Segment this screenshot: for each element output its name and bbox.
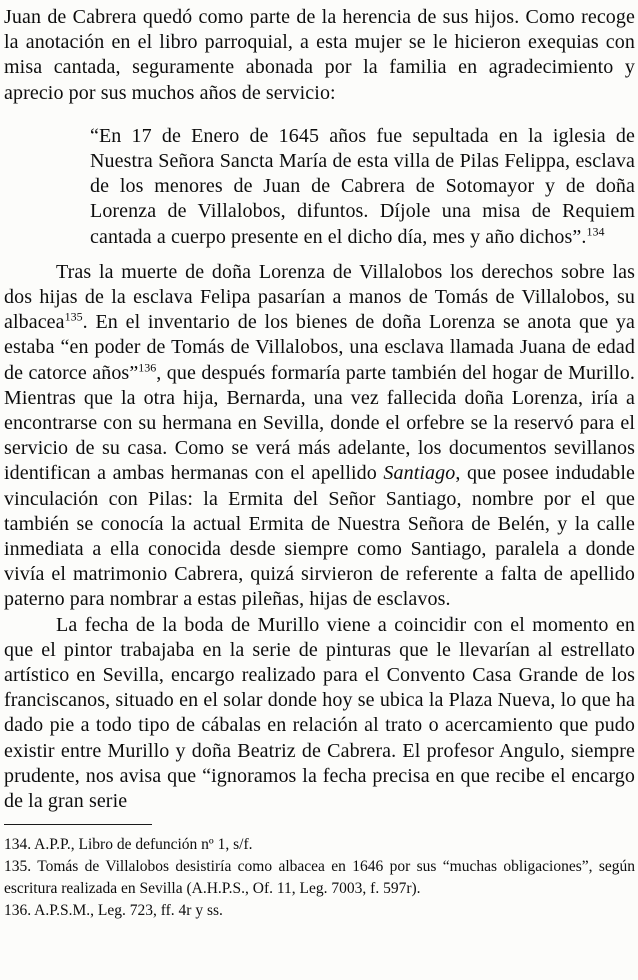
footnote-reference: 135 — [64, 309, 83, 324]
text-run: . En el inventario de los bienes de doña Lorenza se anota que ya estaba “en poder de Tomás de Villalobos, una esclava llamada Juana de edad de catorce años” — [4, 311, 635, 384]
body-text — [4, 5, 635, 814]
text-run: , que posee indudable vinculación con Pilas: la Ermita del Señor Santiago, nombre por el que también se conocía la actual Ermita de Nuestra Señora de Belén, y la calle inmediata a ella conocida desde siempre como Santiago, paralela a donde vivía el matrimonio Cabrera, quizá sirvieron de referente a falta de apellido paterno para nombrar a estas pileñas, hijas de esclavos. — [4, 462, 635, 611]
text-run: , que después formaría parte también del hogar de Murillo. Mientras que la otra hija, Bernarda, una vez fallecida doña Lorenza, iría a encontrarse con su hermana en Sevilla, donde el orfebre se la reservó para el servicio de su casa. Como se verá más adelante, los documentos sevillanos identifican a ambas hermanas con el apellido — [4, 361, 635, 485]
paragraph — [4, 613, 635, 815]
footnote-reference: 136 — [138, 359, 157, 374]
footnotes — [4, 834, 635, 922]
footnote: 135. Tomás de Villalobos desistiría como albacea en 1646 por sus “muchas obligaciones”, según escritura realizada en Sevilla (A.H.P.S., Of. 11, Leg. 7003, f. 597r). — [4, 858, 635, 898]
footnote-reference: 134 — [586, 223, 605, 238]
text-run: Tras la muerte de doña Lorenza de Villalobos los derechos sobre las dos hijas de la esclava Felipa pasarían a manos de Tomás de Villalobos, su albacea — [4, 260, 635, 334]
italic-text: Santiago — [383, 462, 456, 485]
paragraph — [4, 260, 635, 613]
paragraph — [4, 5, 635, 106]
block-quote — [90, 124, 635, 250]
footnote-separator — [4, 824, 152, 825]
text-run: Juan de Cabrera quedó como parte de la herencia de sus hijos. Como recoge la anotación en el libro parroquial, a esta mujer se le hicieron exequias con misa cantada, seguramente abonada por la familia en agradecimiento y aprecio por sus muchos años de servicio: — [4, 6, 635, 104]
text-run: “En 17 de Enero de 1645 años fue sepultada en la iglesia de Nuestra Señora Sancta María de esta villa de Pilas Felippa, esclava de los menores de Juan de Cabrera de Sotomayor y de doña Lorenza de Villalobos, difuntos. Díjole una misa de Requiem cantada a cuerpo presente en el dicho día, mes y año dichos”. — [90, 124, 635, 248]
footnote: 134. A.P.P., Libro de defunción nº 1, s/f. — [4, 836, 253, 854]
footnote: 136. A.P.S.M., Leg. 723, ff. 4r y ss. — [4, 902, 223, 920]
text-run: La fecha de la boda de Murillo viene a coincidir con el momento en que el pintor trabajaba en la serie de pinturas que le llevarían al estrellato artístico en Sevilla, encargo realizado para el Convento Casa Grande de los franciscanos, situado en el solar donde hoy se ubica la Plaza Nueva, lo que ha dado pie a todo tipo de cábalas en relación al trato o acercamiento que pudo existir entre Murillo y doña Beatriz de Cabrera. El profesor Angulo, siempre prudente, nos avisa que “ignoramos la fecha precisa en que recibe el encargo de la gran serie — [4, 613, 635, 813]
